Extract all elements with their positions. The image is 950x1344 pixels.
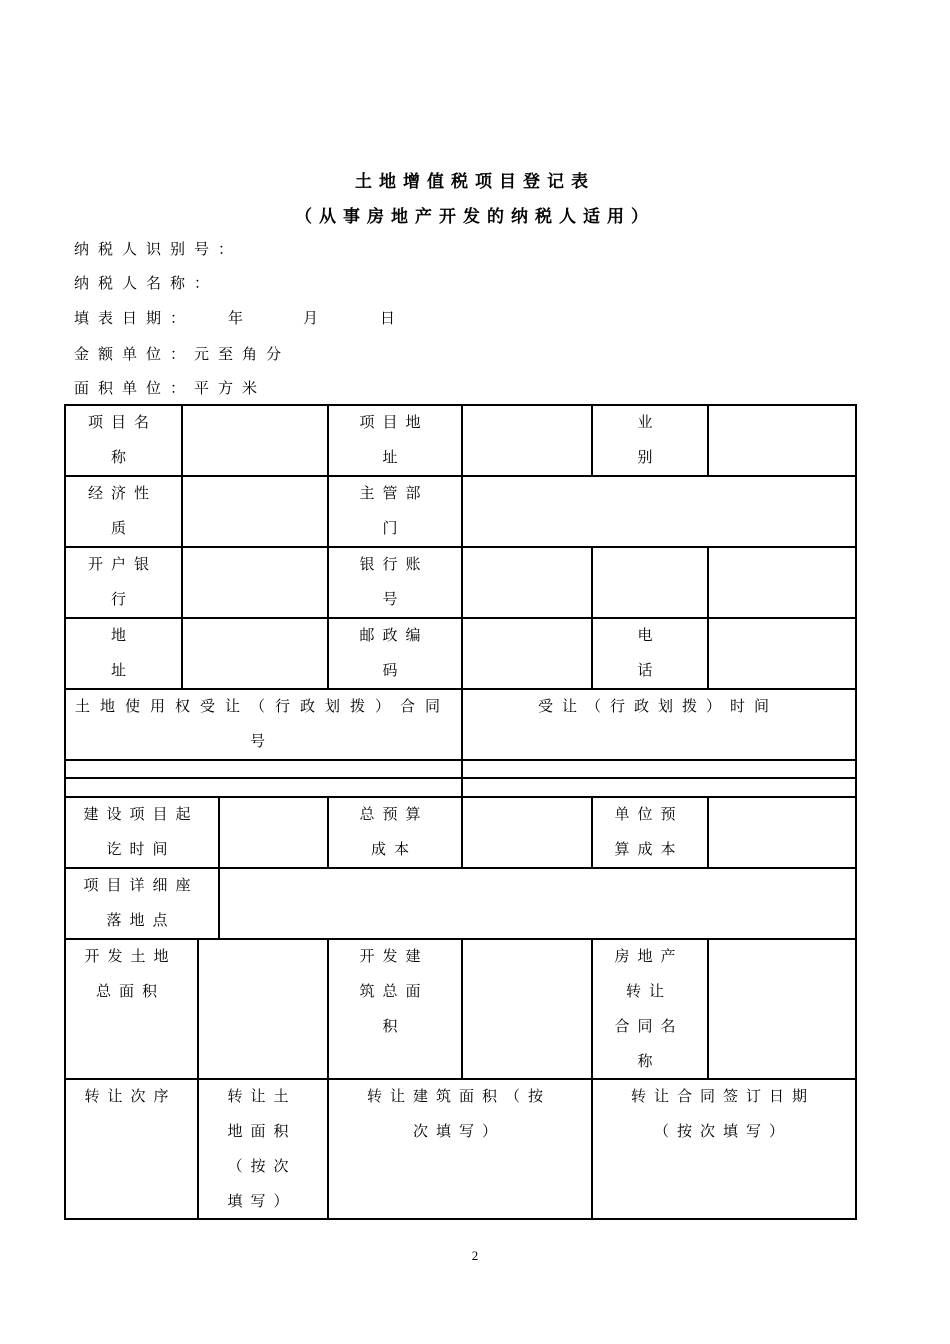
transfer-building-area-label: 转让建筑面积（按 次填写）: [366, 1087, 551, 1140]
address-label: 地 址: [110, 626, 134, 679]
month-label: 月: [303, 309, 319, 327]
bank-label: 开户银 行: [87, 555, 157, 608]
fill-date-label: 填表日期：: [74, 309, 195, 327]
col-divider: [461, 404, 463, 689]
construction-period-label: 建设项目起 讫时间: [83, 805, 199, 858]
transfer-time-label: 受让（行政划拨）时间: [537, 697, 778, 715]
year-label: 年: [228, 309, 244, 327]
industry-label: 业 别: [637, 413, 661, 466]
col-divider: [218, 796, 220, 939]
form-title: 土地增值税项目登记表: [355, 172, 595, 192]
col-divider: [181, 404, 183, 689]
page-number: 2: [471, 1248, 479, 1263]
taxpayer-name-label: 纳税人名称：: [74, 274, 219, 292]
amount-unit-label: 金额单位：元至角分: [74, 345, 291, 363]
total-budget-label: 总预算 成本: [359, 805, 429, 858]
transfer-order-label: 转让次序: [84, 1087, 177, 1105]
table-border-right: [855, 404, 857, 1219]
transfer-contract-name-label: 房地产 转让 合同名 称: [614, 947, 684, 1070]
unit-budget-label: 单位预 算成本: [614, 805, 684, 858]
transfer-sign-date-label: 转让合同签订日期 （按次填写）: [630, 1087, 815, 1140]
project-name-label: 项目名 称: [87, 413, 157, 466]
phone-label: 电 话: [637, 626, 661, 679]
table-border-bottom: [64, 1218, 857, 1220]
col-divider: [707, 938, 709, 1079]
bank-account-label: 银行账 号: [359, 555, 429, 608]
col-divider: [707, 796, 709, 868]
form-subtitle: （从事房地产开发的纳税人适用）: [295, 207, 655, 227]
col-divider: [461, 796, 463, 868]
day-label: 日: [380, 309, 396, 327]
col-divider: [707, 546, 709, 689]
transfer-land-area-label: 转让土 地面积 （按次 填写）: [227, 1087, 297, 1210]
detailed-location-label: 项目详细座 落地点: [83, 876, 199, 929]
postcode-label: 邮政编 码: [359, 626, 429, 679]
area-unit-label: 面积单位：平方米: [74, 379, 267, 397]
competent-dept-label: 主管部 门: [359, 484, 429, 537]
dev-building-area-label: 开发建 筑总面 积: [359, 947, 429, 1035]
project-address-label: 项目地 址: [359, 413, 429, 466]
col-divider: [461, 938, 463, 1079]
land-contract-no-label: 土地使用权受让（行政划拨）合同 号: [74, 697, 450, 750]
dev-land-area-label: 开发土地 总面积: [84, 947, 177, 1000]
col-divider: [707, 404, 709, 476]
taxpayer-id-label: 纳税人识别号：: [74, 240, 243, 258]
economic-nature-label: 经济性 质: [87, 484, 157, 537]
